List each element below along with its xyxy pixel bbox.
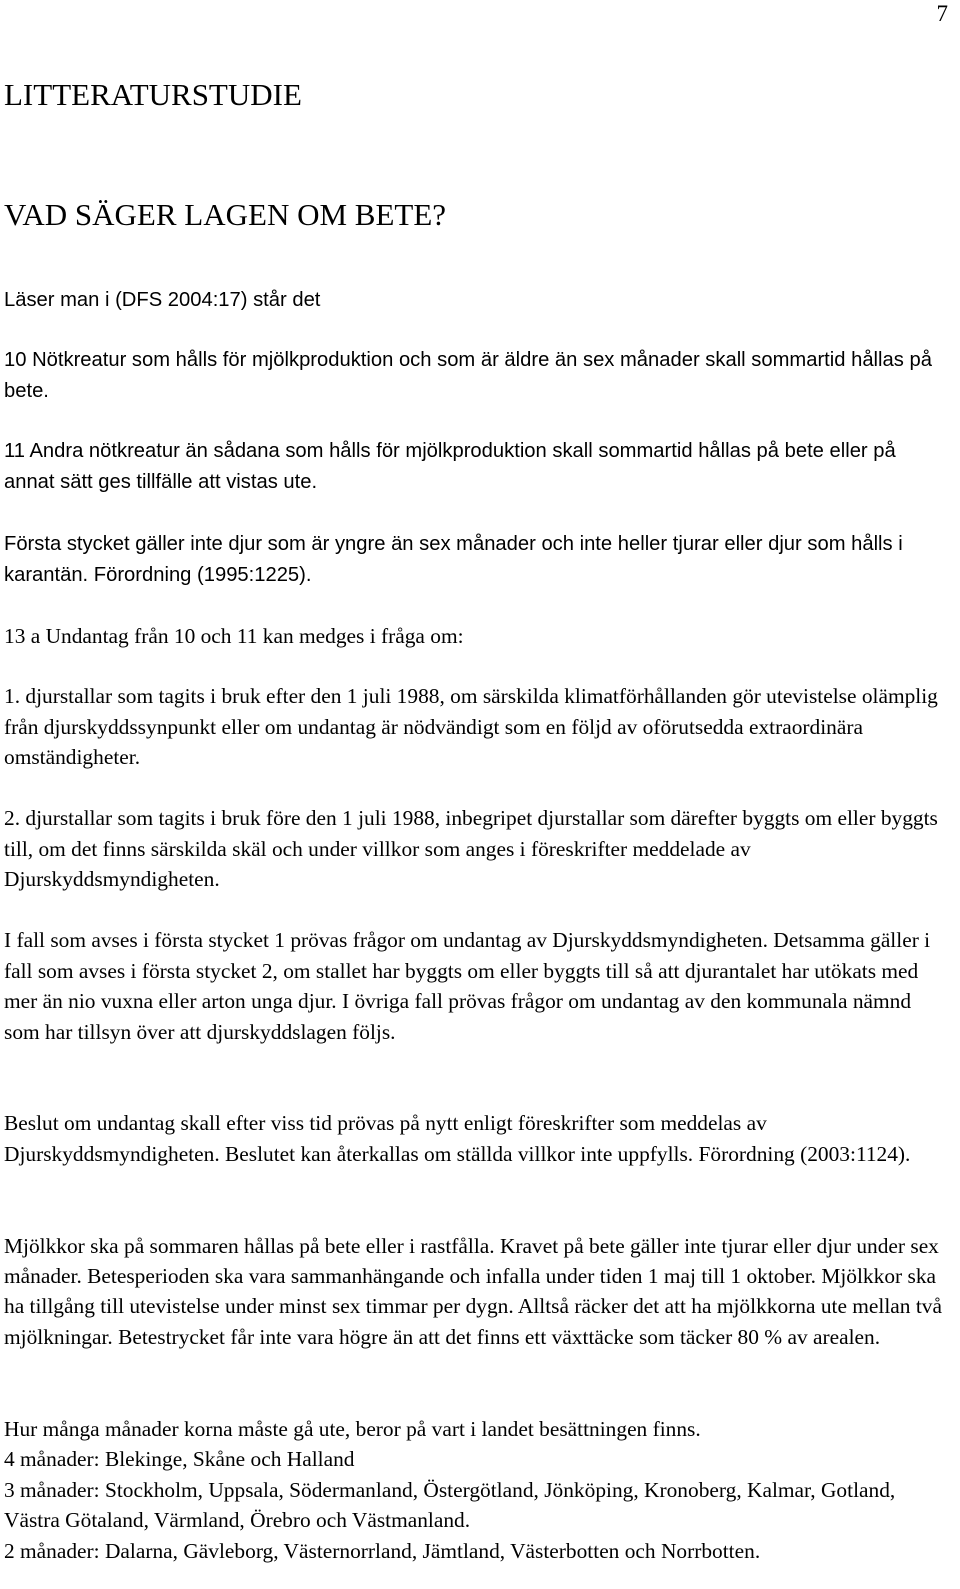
months-intro-line: Hur många månader korna måste gå ute, beror på vart i landet besättningen finns. (4, 1417, 701, 1441)
dairy-pasture-paragraph: Mjölkkor ska på sommaren hållas på bete eller i rastfålla. Kravet på bete gäller inte tjurar eller djur under sex månader. Betesperioden ska vara sammanhängande och infalla under tiden 1 maj till 1 oktober. Mjölkkor ska ha tillgång till utevistelse under minst sex timmar per dygn. Alltså räcker det att ha mjölkkorna ute mellan två mjölkningar. Betestrycket får inte vara högre än att det finns ett växttäcke som täcker 80 % av arealen. (4, 1234, 942, 1349)
region-4-months: 4 månader: Blekinge, Skåne och Halland (4, 1447, 355, 1471)
sub-heading: VAD SÄGER LAGEN OM BETE? (4, 197, 447, 232)
region-2-months: 2 månader: Dalarna, Gävleborg, Västernorrland, Jämtland, Västerbotten och Norrbotten. (4, 1539, 761, 1563)
review-decision-paragraph: Beslut om undantag skall efter viss tid prövas på nytt enligt föreskrifter som meddelas av Djurskyddsmyndigheten. Beslutet kan återkallas om ställda villkor inte uppfylls. Förordning (2003:1124). (4, 1111, 911, 1166)
review-authority-paragraph: I fall som avses i första stycket 1 prövas frågor om undantag av Djurskyddsmyndigheten. Detsamma gäller i fall som avses i första stycket 2, om stallet har byggts om eller byggts till så att djurantalet har utökats med mer än nio vuxna eller arton unga djur. I övriga fall prövas frågor om undantag av den kommunala nämnd som har tillsyn över att djurskyddslagen följs. (4, 928, 931, 1044)
section-10-paragraph: 10 Nötkreatur som hålls för mjölkproduktion och som är äldre än sex månader skall sommartid hållas på bete. (4, 349, 932, 402)
section-11-paragraph: 11 Andra nötkreatur än sådana som hålls för mjölkproduktion skall sommartid hållas på bete eller på annat sätt ges tillfälle att vistas ute. (4, 440, 896, 493)
first-paragraph-exception: Första stycket gäller inte djur som är yngre än sex månader och inte heller tjurar eller djur som hålls i karantän. Förordning (1995:1225). (4, 533, 903, 586)
region-3-months: 3 månader: Stockholm, Uppsala, Södermanland, Östergötland, Jönköping, Kronoberg, Kalmar, Gotland, Västra Götaland, Värmland, Örebro och Västmanland. (4, 1478, 896, 1533)
main-heading: LITTERATURSTUDIE (4, 77, 302, 112)
page-number: 7 (936, 1, 948, 26)
section-13a-paragraph: 13 a Undantag från 10 och 11 kan medges i fråga om: (4, 624, 464, 648)
exception-item-1: 1. djurstallar som tagits i bruk efter den 1 juli 1988, om särskilda klimatförhållanden gör utevistelse olämplig från djurskyddssynpunkt eller om undantag är nödvändigt som en följd av oförutsedda extraordinära omständigheter. (4, 684, 938, 770)
intro-paragraph: Läser man i (DFS 2004:17) står det (4, 289, 321, 311)
exception-item-2: 2. djurstallar som tagits i bruk före den 1 juli 1988, inbegripet djurstallar som därefter byggts om eller byggts till, om det finns särskilda skäl och under villkor som anges i föreskrifter meddelade av Djurskyddsmyndigheten. (4, 806, 938, 892)
